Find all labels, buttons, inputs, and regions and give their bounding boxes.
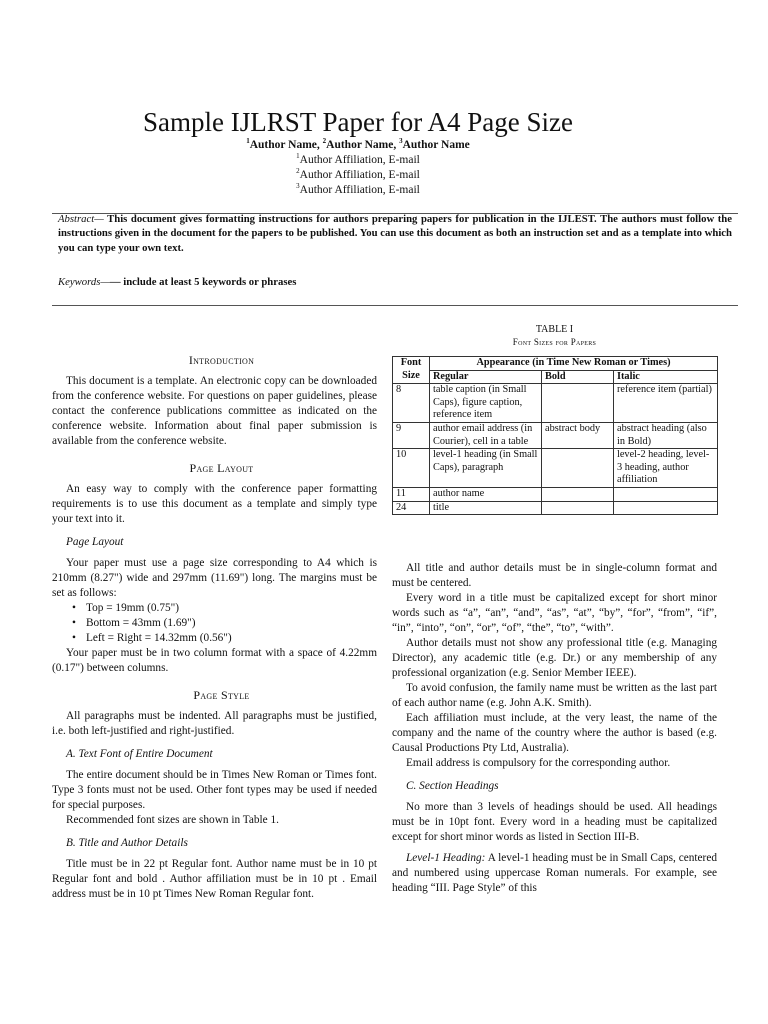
cell-italic: abstract heading (also in Bold) <box>614 422 718 448</box>
margin-left-right-item: • Left = Right = 14.32mm (0.56") <box>72 631 377 646</box>
section-headings-subheading: C. Section Headings <box>406 780 499 792</box>
email-paragraph: Email address is compulsory for the corresponding author. <box>406 757 671 769</box>
affiliation-2 <box>0 167 716 183</box>
author-3-name: Author Name <box>402 139 470 151</box>
cell-size: 11 <box>393 487 430 501</box>
table-title: Font Sizes for Papers <box>512 337 597 347</box>
affiliation-3-sup: 3 <box>296 182 300 191</box>
cell-regular: table caption (in Small Caps), figure caption, reference item <box>430 384 542 423</box>
right-column <box>392 561 717 896</box>
table-caption <box>392 324 717 348</box>
table-row <box>393 501 718 515</box>
font-sizes-paragraph: Recommended font sizes are shown in Table 1. <box>66 814 279 826</box>
page-layout-subheading: Page Layout <box>66 536 124 548</box>
author-names <box>0 138 716 152</box>
header-bold: Bold <box>542 370 614 384</box>
author-2-sup: 2 <box>322 137 327 146</box>
keywords-label: Keywords— <box>58 276 110 288</box>
header-italic: Italic <box>614 370 718 384</box>
text-font-paragraph: The entire document should be in Times New Roman or Times font. Type 3 fonts must not be used. Other font types may be used if needed for special purposes. <box>52 769 377 811</box>
professional-title-paragraph: Author details must not show any professional title (e.g. Managing Director), any academic title (e.g. Dr.) or any membership of any professional organization (e.g. Senior Member IEEE). <box>392 637 717 679</box>
cell-italic <box>614 501 718 515</box>
affiliation-1 <box>0 152 716 168</box>
abstract <box>58 212 732 255</box>
introduction-paragraph: This document is a template. An electronic copy can be downloaded from the conference website. For questions on paper guidelines, please contact the conference publications committee as indicated on the conference website. Information about final paper submission is available from the conference website. <box>52 375 377 447</box>
author-2-name: Author Name, <box>326 139 400 151</box>
title-author-paragraph: Title must be in 22 pt Regular font. Author name must be in 10 pt Regular font and bold . Author affiliation must be in 10 pt . Email address must be in 10 pt Times New Roman Regular font. <box>52 858 377 900</box>
margin-top-item: • Top = 19mm (0.75") <box>72 601 377 616</box>
cell-italic <box>614 487 718 501</box>
affiliation-paragraph: Each affiliation must include, at the very least, the name of the company and the name of the country where the author is based (e.g. Causal Productions Pty Ltd, Australia). <box>392 712 717 754</box>
header-regular: Regular <box>430 370 542 384</box>
cell-bold <box>542 487 614 501</box>
level-1-heading-text: A level-1 heading must be in Small Caps, centered and numbered using uppercase Roman numerals. For example, see heading “III. Page Style” of this <box>392 852 717 894</box>
level-1-heading-label: Level-1 Heading: <box>406 852 486 864</box>
page-layout-paragraph: An easy way to comply with the conference paper formatting requirements is to use this document as a template and simply type your text into it. <box>52 483 377 525</box>
left-column <box>52 353 377 902</box>
header-appearance: Appearance (in Time New Roman or Times) <box>430 357 718 371</box>
page-style-paragraph: All paragraphs must be indented. All paragraphs must be justified, i.e. both left-justified and right-justified. <box>52 710 377 737</box>
abstract-label: Abstract— <box>58 213 104 225</box>
margins-list <box>52 601 377 646</box>
columns-paragraph: Your paper must be in two column format with a space of 4.22mm (0.17") between columns. <box>52 647 377 674</box>
cell-regular: author email address (in Courier), cell in a table <box>430 422 542 448</box>
heading-levels-paragraph: No more than 3 levels of headings should be used. All headings must be in 10pt font. Every word in a heading must be capitalized except for short minor words as listed in Section III-B. <box>392 801 717 843</box>
affiliation-3 <box>0 182 716 198</box>
table-row <box>393 384 718 423</box>
cell-bold <box>542 501 614 515</box>
title-author-subheading: B. Title and Author Details <box>66 837 188 849</box>
author-1-name: Author Name, <box>249 139 323 151</box>
capitalization-paragraph: Every word in a title must be capitalized except for short minor words such as “a”, “an”, “and”, “as”, “at”, “by”, “for”, “from”, “if”, “in”, “into”, “on”, “or”, “of”, “the”, “to”, “with”. <box>392 592 717 634</box>
affiliation-1-text: Author Affiliation, E-mail <box>299 154 420 166</box>
keywords <box>58 275 732 289</box>
table-row <box>393 449 718 488</box>
table-row <box>393 422 718 448</box>
author-1-sup: 1 <box>246 137 250 146</box>
font-sizes-table <box>392 356 718 515</box>
cell-bold <box>542 384 614 423</box>
page-layout-heading: Page Layout <box>189 461 254 475</box>
table-header-row <box>393 357 718 371</box>
table-number: TABLE I <box>535 324 574 335</box>
abstract-bottom-rule <box>52 305 738 306</box>
cell-bold: abstract body <box>542 422 614 448</box>
family-name-paragraph: To avoid confusion, the family name must be written as the last part of each author name (e.g. John A.K. Smith). <box>392 682 717 709</box>
cell-italic: level-2 heading, level-3 heading, author affiliation <box>614 449 718 488</box>
cell-size: 24 <box>393 501 430 515</box>
keywords-text: — include at least 5 keywords or phrases <box>109 276 297 288</box>
cell-regular: title <box>430 501 542 515</box>
affiliation-2-sup: 2 <box>296 167 300 176</box>
affiliation-1-sup: 1 <box>296 152 300 161</box>
level-1-heading-paragraph <box>392 851 717 896</box>
cell-italic: reference item (partial) <box>614 384 718 423</box>
introduction-heading: Introduction <box>188 353 255 367</box>
author-3-sup: 3 <box>399 137 403 146</box>
cell-size: 8 <box>393 384 430 423</box>
page-size-paragraph: Your paper must use a page size corresponding to A4 which is 210mm (8.27") wide and 297mm (11.69") long. The margins must be set as follows: <box>52 557 377 599</box>
cell-size: 10 <box>393 449 430 488</box>
cell-bold <box>542 449 614 488</box>
cell-size: 9 <box>393 422 430 448</box>
cell-regular: level-1 heading (in Small Caps), paragraph <box>430 449 542 488</box>
centering-paragraph: All title and author details must be in single-column format and must be centered. <box>392 562 717 589</box>
table-subheader-row <box>393 370 718 384</box>
page-style-heading: Page Style <box>193 688 250 702</box>
affiliation-2-text: Author Affiliation, E-mail <box>299 169 420 181</box>
paper-title: Sample IJLRST Paper for A4 Page Size <box>143 107 573 137</box>
text-font-subheading: A. Text Font of Entire Document <box>66 748 213 760</box>
table-row <box>393 487 718 501</box>
margin-bottom-item: • Bottom = 43mm (1.69") <box>72 616 377 631</box>
abstract-text: This document gives formatting instructions for authors preparing papers for publication in the IJLEST. The authors must follow the instructions given in the document for the papers to be published. You can use this document as both an instruction set and as a template into which you can type your own text. <box>58 213 732 254</box>
cell-regular: author name <box>430 487 542 501</box>
affiliation-3-text: Author Affiliation, E-mail <box>299 184 420 196</box>
header-font-size: Font Size <box>393 357 430 384</box>
